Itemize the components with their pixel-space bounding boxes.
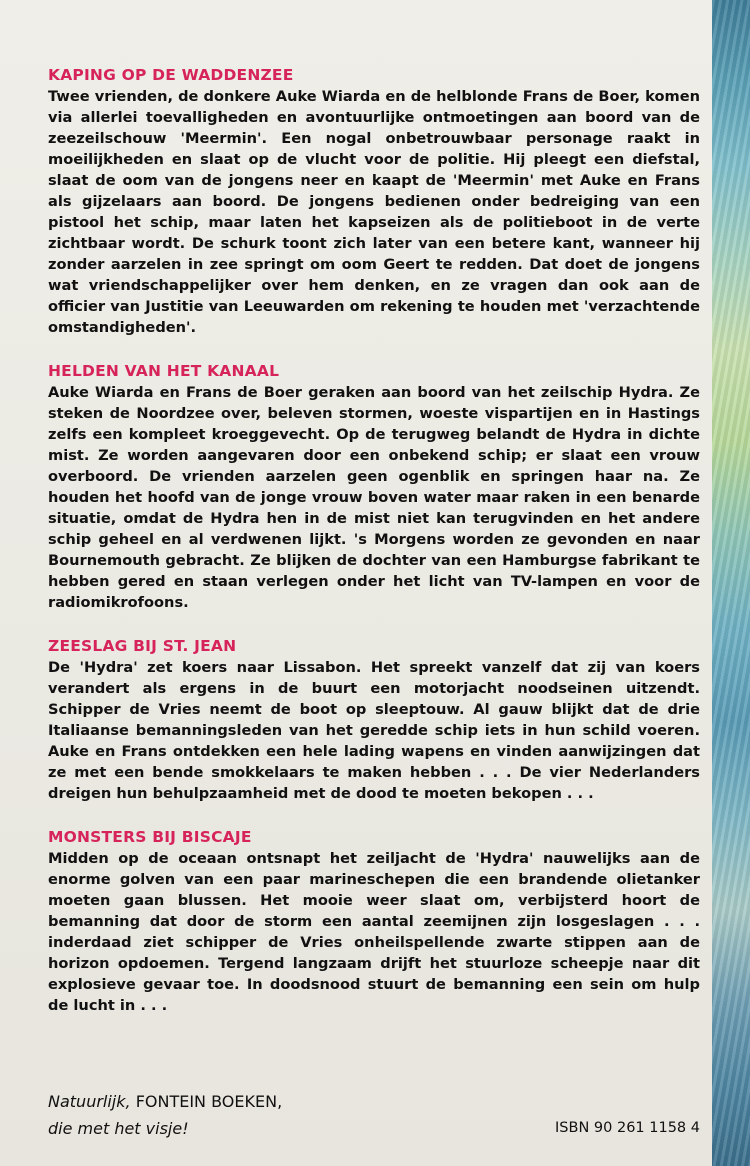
section-title: ZEESLAG BIJ ST. JEAN bbox=[48, 637, 237, 655]
section-text: De 'Hydra' zet koers naar Lissabon. Het spreekt vanzelf dat zij van koers verandert als ergens in de buurt een motorjacht noodseinen uitzendt. Schipper de Vries neemt de boot op sleeptouw. Al gauw blijkt dat de drie Italiaanse bemanningsleden van het geredde schip iets in hun schild voeren. Auke en Frans ontdekken een hele lading wapens en vinden aanwijzingen dat ze met een bende smokkelaars te maken hebben . . . De vier Nederlanders dreigen hun behulpzaamheid met de dood te moeten bekopen . . . bbox=[48, 659, 700, 802]
publisher-footer bbox=[48, 1088, 700, 1142]
section-title: HELDEN VAN HET KANAAL bbox=[48, 362, 280, 380]
synopsis-section bbox=[48, 360, 700, 613]
section-text: Twee vrienden, de donkere Auke Wiarda en de helblonde Frans de Boer, komen via allerlei toevalligheden en avontuurlijke ontmoetingen aan boord van de zeezeilschouw 'Meermin'. Een nogal onbetrouwbaar personage raakt in moeilijkheden en slaat op de vlucht voor de politie. Hij pleegt een diefstal, slaat de oom van de jongens neer en kaapt de 'Meermin' met Auke en Frans als gijzelaars aan boord. De jongens bedienen onder bedreiging van een pistool het schip, maar laten het kapseizen als de politieboot in de verte zichtbaar wordt. De schurk toont zich later van een betere kant, wanneer hij zonder aarzelen in zee springt om oom Geert te redden. Dat doet de jongens wat vriendschappelijker over hem denken, en ze vragen dan ook aan de officier van Justitie van Leeuwarden om rekening te houden met 'verzachtende omstandigheden'. bbox=[48, 88, 700, 336]
section-title: MONSTERS BIJ BISCAJE bbox=[48, 828, 252, 846]
synopsis-section bbox=[48, 826, 700, 1016]
publisher-line bbox=[48, 1088, 700, 1115]
publisher-brand: FONTEIN BOEKEN, bbox=[135, 1092, 283, 1111]
publisher-intro: Natuurlijk, bbox=[48, 1092, 131, 1111]
publisher-slogan: die met het visje! bbox=[48, 1119, 189, 1138]
synopsis-list bbox=[48, 64, 700, 1038]
section-text: Midden op de oceaan ontsnapt het zeiljacht de 'Hydra' nauwelijks aan de enorme golven van een paar marineschepen die een brandende olietanker moeten gaan blussen. Het mooie weer slaat om, verbijsterd hoort de bemanning dat door de storm een aantal zeemijnen zijn losgeslagen . . . inderdaad ziet schipper de Vries onheilspellende zwarte stippen aan de horizon opdoemen. Tergend langzaam drijft het stuurloze scheepje naar dit explosieve gevaar toe. In doodsnood stuurt de bemanning een sein om hulp de lucht in . . . bbox=[48, 850, 700, 1014]
section-title: KAPING OP DE WADDENZEE bbox=[48, 66, 294, 84]
isbn-number: ISBN 90 261 1158 4 bbox=[555, 1120, 700, 1136]
synopsis-section bbox=[48, 64, 700, 338]
synopsis-section bbox=[48, 635, 700, 804]
section-text: Auke Wiarda en Frans de Boer geraken aan boord van het zeilschip Hydra. Ze steken de Noordzee over, beleven stormen, woeste vispartijen en in Hastings zelfs een kompleet kroeggevecht. Op de terugweg belandt de Hydra in dichte mist. Ze worden aangevaren door een onbekend schip; er slaat een vrouw overboord. De vrienden aarzelen geen ogenblik en springen haar na. Ze houden het hoofd van de jonge vrouw boven water maar raken in een benarde situatie, omdat de Hydra hen in de mist niet kan terugvinden en het andere schip geheel en al verdwenen lijkt. 's Morgens worden ze gevonden en naar Bournemouth gebracht. Ze blijken de dochter van een Hamburgse fabrikant te hebben gered en staan verlegen onder het licht van TV-lampen en voor de radiomikrofoons. bbox=[48, 384, 700, 611]
cover-spine-strip bbox=[712, 0, 750, 1166]
